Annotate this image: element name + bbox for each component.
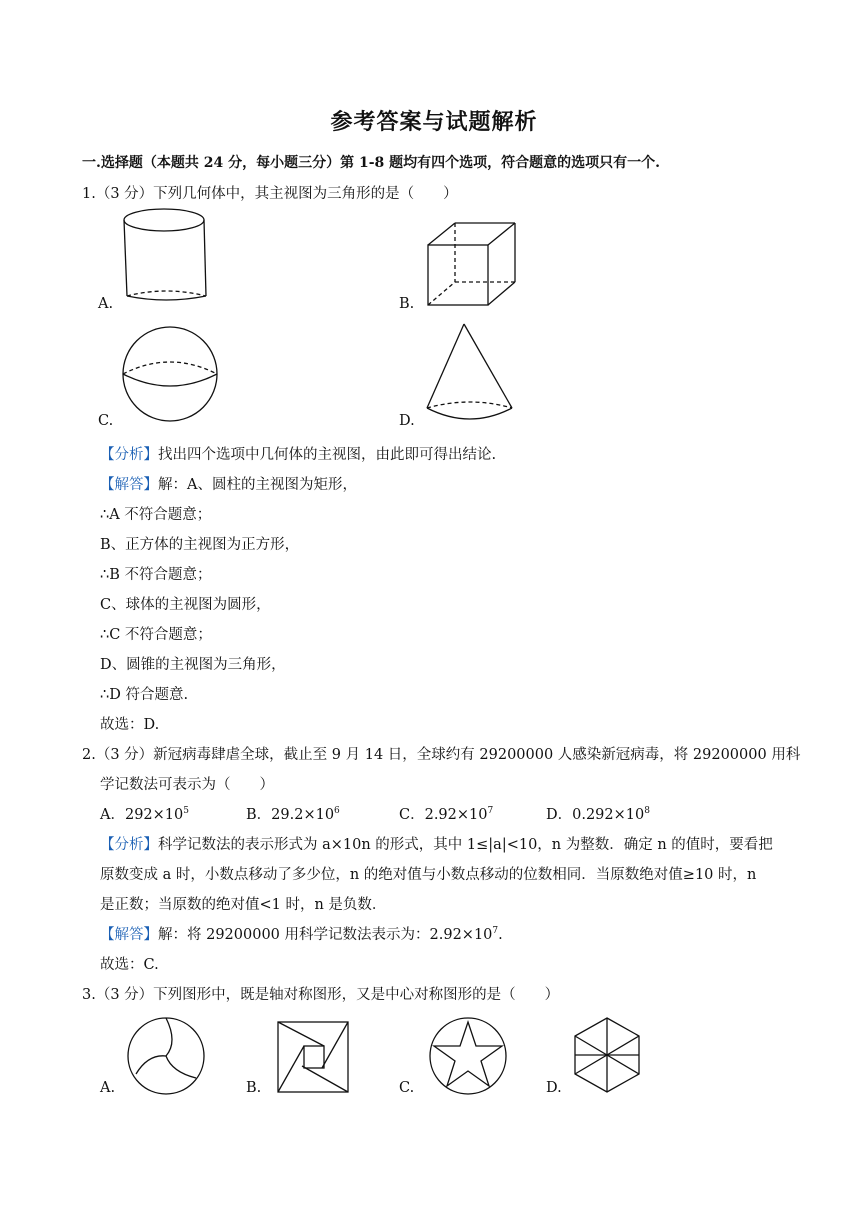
hexagon-figure	[573, 1016, 645, 1100]
answer-tag: 【解答】	[100, 927, 158, 943]
q2-choice: 故选：C.	[100, 957, 159, 973]
q1-answer-line-7: D、圆锥的主视图为三角形，	[100, 657, 286, 673]
q3-option-b: B.	[246, 1080, 262, 1096]
cube-figure	[425, 220, 525, 310]
question-1-stem: 1.（3 分）下列几何体中，其主视图为三角形的是（ ）	[82, 186, 458, 202]
q2-analysis-line-1	[100, 833, 773, 854]
q1-answer-line-3: B、正方体的主视图为正方形，	[100, 537, 300, 553]
answer-tag: 【解答】	[100, 477, 158, 493]
analysis-text: 找出四个选项中几何体的主视图，由此即可得出结论.	[158, 447, 497, 463]
q3-option-a: A.	[100, 1080, 116, 1096]
question-2-stem-line-2: 学记数法可表示为（ ）	[100, 777, 274, 793]
q2-option-d: D．$0.292\times 10^8$	[546, 806, 650, 823]
analysis-text: 科学记数法的表示形式为 a×10n 的形式，其中 1≤|a|<10，n 为整数．确定 n 的值时，要看把	[158, 837, 773, 853]
q1-answer-line-1	[100, 473, 357, 494]
q1-answer-line-4: ∴B 不符合题意；	[100, 567, 212, 583]
pinwheel-circle-figure	[126, 1016, 210, 1100]
q1-analysis	[100, 443, 496, 464]
q2-option-b: B．$29.2\times 10^6$	[246, 806, 340, 823]
square-pinwheel-figure	[276, 1020, 352, 1096]
q1-option-c: C.	[98, 413, 114, 429]
q3-option-c: C.	[399, 1080, 415, 1096]
q2-answer: 【解答】解：将 29200000 用科学记数法表示为：$2.92\times 10^7$.	[100, 926, 503, 943]
q2-analysis-line-2: 原数变成 a 时，小数点移动了多少位，n 的绝对值与小数点移动的位数相同．当原数绝对值≥10 时，n	[100, 867, 757, 883]
analysis-tag: 【分析】	[100, 447, 158, 463]
q1-answer-line-5: C、球体的主视图为圆形，	[100, 597, 271, 613]
star-circle-figure	[428, 1016, 512, 1100]
q1-answer-line-8: ∴D 符合题意.	[100, 687, 189, 703]
q3-option-d: D.	[546, 1080, 562, 1096]
q1-option-b: B.	[399, 296, 415, 312]
q2-analysis-line-3: 是正数；当原数的绝对值<1 时，n 是负数．	[100, 897, 387, 913]
q1-option-d: D.	[399, 413, 415, 429]
question-2-stem-line-1: 2.（3 分）新冠病毒肆虐全球，截止至 9 月 14 日，全球约有 29200000 人感染新冠病毒，将 29200000 用科	[82, 747, 801, 763]
q2-option-a: A．$292\times 10^5$	[100, 806, 189, 823]
q2-option-c: C．$2.92\times 10^7$	[399, 806, 494, 823]
analysis-tag: 【分析】	[100, 837, 158, 853]
question-3-stem: 3.（3 分）下列图形中，既是轴对称图形，又是中心对称图形的是（ ）	[82, 987, 560, 1003]
cylinder-figure	[122, 208, 212, 308]
answer-text: 解：A、圆柱的主视图为矩形，	[158, 477, 357, 493]
sphere-figure	[122, 326, 222, 426]
q1-answer-line-6: ∴C 不符合题意；	[100, 627, 212, 643]
q1-answer-line-2: ∴A 不符合题意；	[100, 507, 212, 523]
q1-answer-line-9: 故选：D.	[100, 717, 160, 733]
cone-figure	[422, 322, 522, 422]
q1-option-a: A.	[98, 296, 114, 312]
page-title: 参考答案与试题解析	[330, 109, 538, 135]
answer-text: 解：将 29200000 用科学记数法表示为：2.92×10	[158, 927, 493, 943]
section-heading: 一.选择题（本题共 24 分，每小题三分）第 1-8 题均有四个选项，符合题意的选项只有一个.	[82, 155, 661, 171]
